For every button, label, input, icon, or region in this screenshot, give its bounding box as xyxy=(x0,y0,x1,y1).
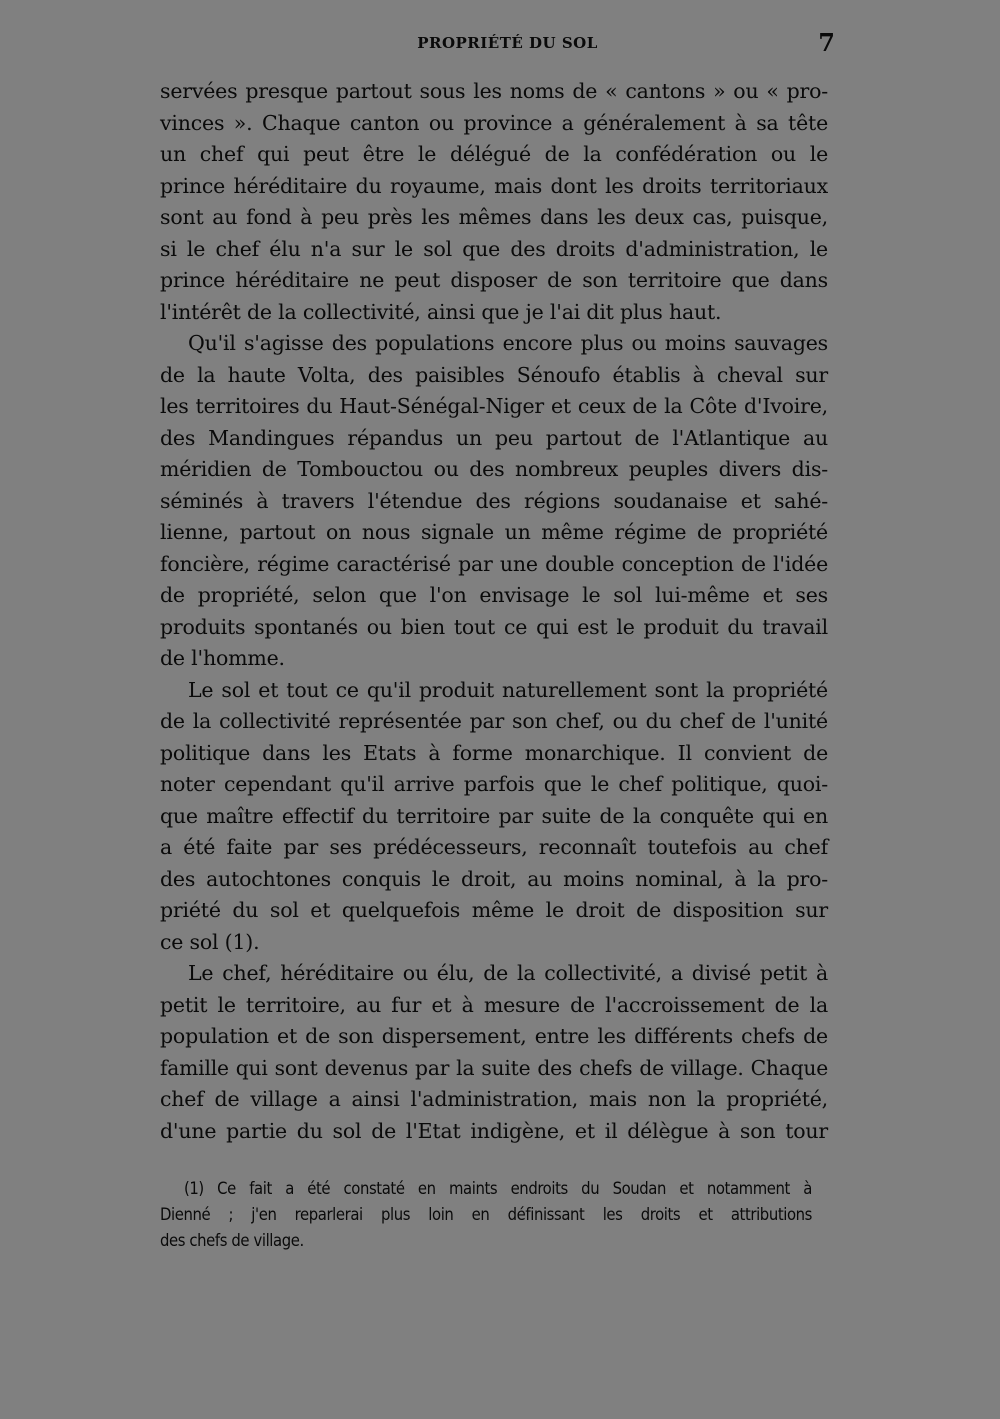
text-line: de l'homme. xyxy=(160,646,285,670)
paragraph xyxy=(160,958,828,1147)
footnote-line: des chefs de village. xyxy=(160,1231,304,1250)
text-line: d'une partie du sol de l'Etat indigène, et il délègue à son tour xyxy=(160,1118,828,1143)
text-line: les territoires du Haut-Sénégal-Niger et ceux de la Côte d'Ivoire, xyxy=(160,394,828,418)
text-line: l'intérêt de la collectivité, ainsi que je l'ai dit plus haut. xyxy=(160,299,722,324)
text-line: ce sol (1). xyxy=(160,929,260,954)
footnote xyxy=(160,1176,812,1254)
text-line: Qu'il s'agisse des populations encore plus ou moins sauvages xyxy=(188,331,828,355)
text-line: sont au fond à peu près les mêmes dans les deux cas, puisque, xyxy=(160,205,828,229)
text-line: méridien de Tombouctou ou des nombreux peuples divers dis- xyxy=(160,457,828,481)
running-head xyxy=(160,28,835,60)
text-line: prince héréditaire ne peut disposer de son territoire que dans xyxy=(160,268,828,292)
text-line: des Mandingues répandus un peu partout de l'Atlantique au xyxy=(160,425,828,450)
text-line: noter cependant qu'il arrive parfois que le chef politique, quoi- xyxy=(160,772,828,796)
body-text xyxy=(160,76,828,1147)
text-line: petit le territoire, au fur et à mesure de l'accroissement de la xyxy=(160,992,828,1017)
running-title: PROPRIÉTÉ DU SOL xyxy=(417,34,598,52)
footnote-line: Dienné ; j'en reparlerai plus loin en définissant les droits et attributions xyxy=(160,1205,812,1224)
paragraph xyxy=(160,675,828,959)
text-line: foncière, régime caractérisé par une double conception de l'idée xyxy=(160,551,828,576)
text-line: servées presque partout sous les noms de « cantons » ou « pro- xyxy=(160,79,828,103)
text-line: vinces ». Chaque canton ou province a généralement à sa tête xyxy=(160,110,828,135)
paragraph xyxy=(160,76,828,328)
text-line: séminés à travers l'étendue des régions soudanaise et sahé- xyxy=(160,488,828,513)
text-line: prince héréditaire du royaume, mais dont les droits territoriaux xyxy=(160,173,828,198)
text-line: famille qui sont devenus par la suite des chefs de village. Chaque xyxy=(160,1055,828,1080)
text-line: lienne, partout on nous signale un même régime de propriété xyxy=(160,520,828,544)
text-line: produits spontanés ou bien tout ce qui est le produit du travail xyxy=(160,614,828,639)
text-line: de propriété, selon que l'on envisage le sol lui-même et ses xyxy=(160,583,828,607)
page-number: 7 xyxy=(818,28,835,57)
text-line: politique dans les Etats à forme monarchique. Il convient de xyxy=(160,740,828,765)
text-line: Le chef, héréditaire ou élu, de la collectivité, a divisé petit à xyxy=(188,961,828,985)
text-line: de la collectivité représentée par son chef, ou du chef de l'unité xyxy=(160,709,828,733)
text-line: des autochtones conquis le droit, au moins nominal, à la pro- xyxy=(160,866,828,891)
text-line: population et de son dispersement, entre les différents chefs de xyxy=(160,1024,828,1048)
text-line: un chef qui peut être le délégué de la confédération ou le xyxy=(160,142,828,166)
paragraph xyxy=(160,328,828,675)
text-line: de la haute Volta, des paisibles Sénoufo établis à cheval sur xyxy=(160,362,828,387)
text-line: a été faite par ses prédécesseurs, reconnaît toutefois au chef xyxy=(160,835,828,859)
text-line: chef de village a ainsi l'administration, mais non la propriété, xyxy=(160,1087,828,1111)
footnote-line: (1) Ce fait a été constaté en maints endroits du Soudan et notamment à xyxy=(184,1179,812,1198)
text-line: Le sol et tout ce qu'il produit naturellement sont la propriété xyxy=(188,677,828,702)
text-line: que maître effectif du territoire par suite de la conquête qui en xyxy=(160,803,828,828)
text-line: priété du sol et quelquefois même le droit de disposition sur xyxy=(160,898,828,922)
text-line: si le chef élu n'a sur le sol que des droits d'administration, le xyxy=(160,236,828,261)
